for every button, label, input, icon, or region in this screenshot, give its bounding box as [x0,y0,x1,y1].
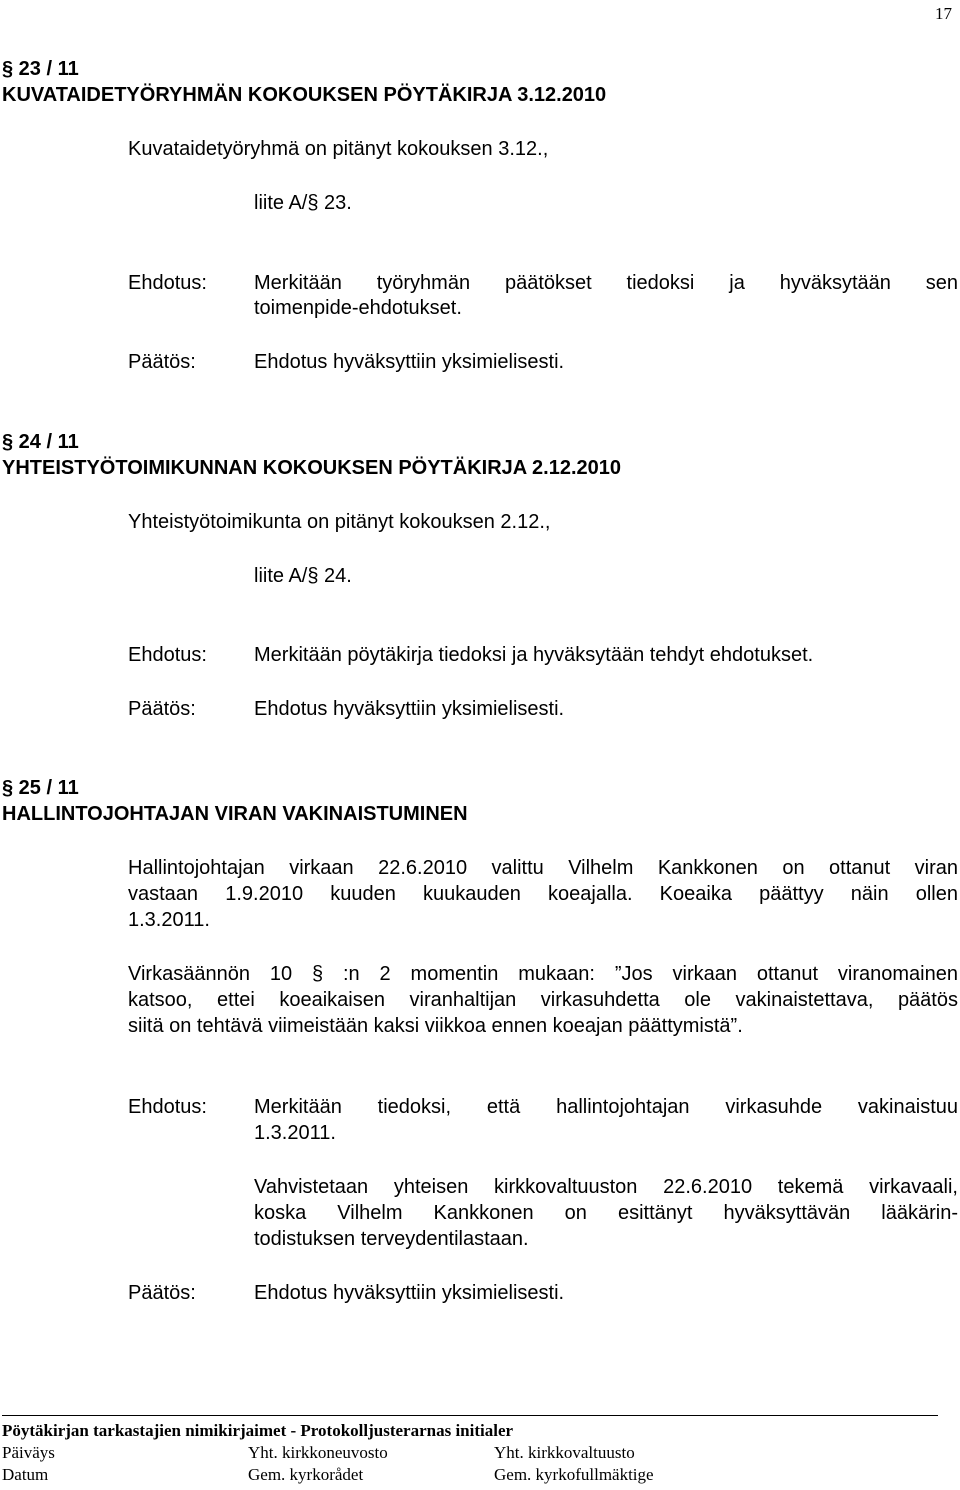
section-25-confirm-line1: Vahvistetaan yhteisen kirkkovaltuuston 22.6.2010 tekemä virkavaali, [254,1176,958,1198]
section-25-para1-line1: Hallintojohtajan virkaan 22.6.2010 valittu Vilhelm Kankkonen on ottanut viran [128,857,958,879]
footer-assembly-fi: Yht. kirkkovaltuusto [494,1443,635,1462]
section-23-proposal-line1: Merkitään työryhmän päätökset tiedoksi ja hyväksytään sen [254,272,958,294]
section-25-para2-line1: Virkasäännön 10 § :n 2 momentin mukaan: ”Jos virkaan ottanut viranomainen [128,963,958,985]
section-25-para1-line2: vastaan 1.9.2010 kuuden kuukauden koeajalla. Koeaika päättyy näin ollen [128,883,958,905]
footer-date-fi: Päiväys [2,1443,55,1462]
section-25-proposal-line2: 1.3.2011. [254,1122,336,1144]
footer-council-sv: Gem. kyrkorådet [248,1465,364,1484]
section-23-number: § 23 / 11 [2,58,79,80]
section-23-decision: Ehdotus hyväksyttiin yksimielisesti. [254,351,565,373]
page-number: 17 [935,4,952,23]
section-25-number: § 25 / 11 [2,777,79,799]
footer-assembly-sv: Gem. kyrkofullmäktige [494,1465,654,1484]
section-23-intro: Kuvataidetyöryhmä on pitänyt kokouksen 3.12., [128,138,549,160]
section-23-attachment: liite A/§ 23. [254,192,352,214]
section-25-proposal-label: Ehdotus: [128,1096,207,1118]
section-24-number: § 24 / 11 [2,431,79,453]
footer-divider [2,1415,938,1416]
section-25-proposal-line1: Merkitään tiedoksi, että hallintojohtajan virkasuhde vakinaistuu [254,1096,958,1118]
section-24-decision: Ehdotus hyväksyttiin yksimielisesti. [254,698,565,720]
section-25-para1-line3: 1.3.2011. [128,909,210,931]
section-25-decision-label: Päätös: [128,1282,196,1304]
section-23-proposal-label: Ehdotus: [128,272,207,294]
section-24-proposal-label: Ehdotus: [128,644,207,666]
section-25-confirm-line2: koska Vilhelm Kankkonen on esittänyt hyväksyttävän lääkärin- [254,1202,958,1224]
section-25-para2-line2: katsoo, ettei koeaikaisen viranhaltijan virkasuhdetta ole vakinaistettava, päätös [128,989,958,1011]
section-24-title: YHTEISTYÖTOIMIKUNNAN KOKOUKSEN PÖYTÄKIRJA 2.12.2010 [2,457,622,479]
section-24-attachment: liite A/§ 24. [254,565,352,587]
footer-heading: Pöytäkirjan tarkastajien nimikirjaimet - Protokolljusterarnas initialer [2,1421,514,1440]
section-24-proposal: Merkitään pöytäkirja tiedoksi ja hyväksytään tehdyt ehdotukset. [254,644,814,666]
section-24-intro: Yhteistyötoimikunta on pitänyt kokouksen 2.12., [128,511,551,533]
section-25-confirm-line3: todistuksen terveydentilastaan. [254,1228,529,1250]
section-25-title: HALLINTOJOHTAJAN VIRAN VAKINAISTUMINEN [2,803,468,825]
section-23-proposal-line2: toimenpide-ehdotukset. [254,297,462,319]
section-25-para2-line3: siitä on tehtävä viimeistään kaksi viikkoa ennen koeajan päättymistä”. [128,1015,743,1037]
section-23-title: KUVATAIDETYÖRYHMÄN KOKOUKSEN PÖYTÄKIRJA 3.12.2010 [2,84,607,106]
footer-date-sv: Datum [2,1465,49,1484]
section-24-decision-label: Päätös: [128,698,196,720]
section-23-decision-label: Päätös: [128,351,196,373]
section-25-decision: Ehdotus hyväksyttiin yksimielisesti. [254,1282,565,1304]
footer-council-fi: Yht. kirkkoneuvosto [248,1443,388,1462]
